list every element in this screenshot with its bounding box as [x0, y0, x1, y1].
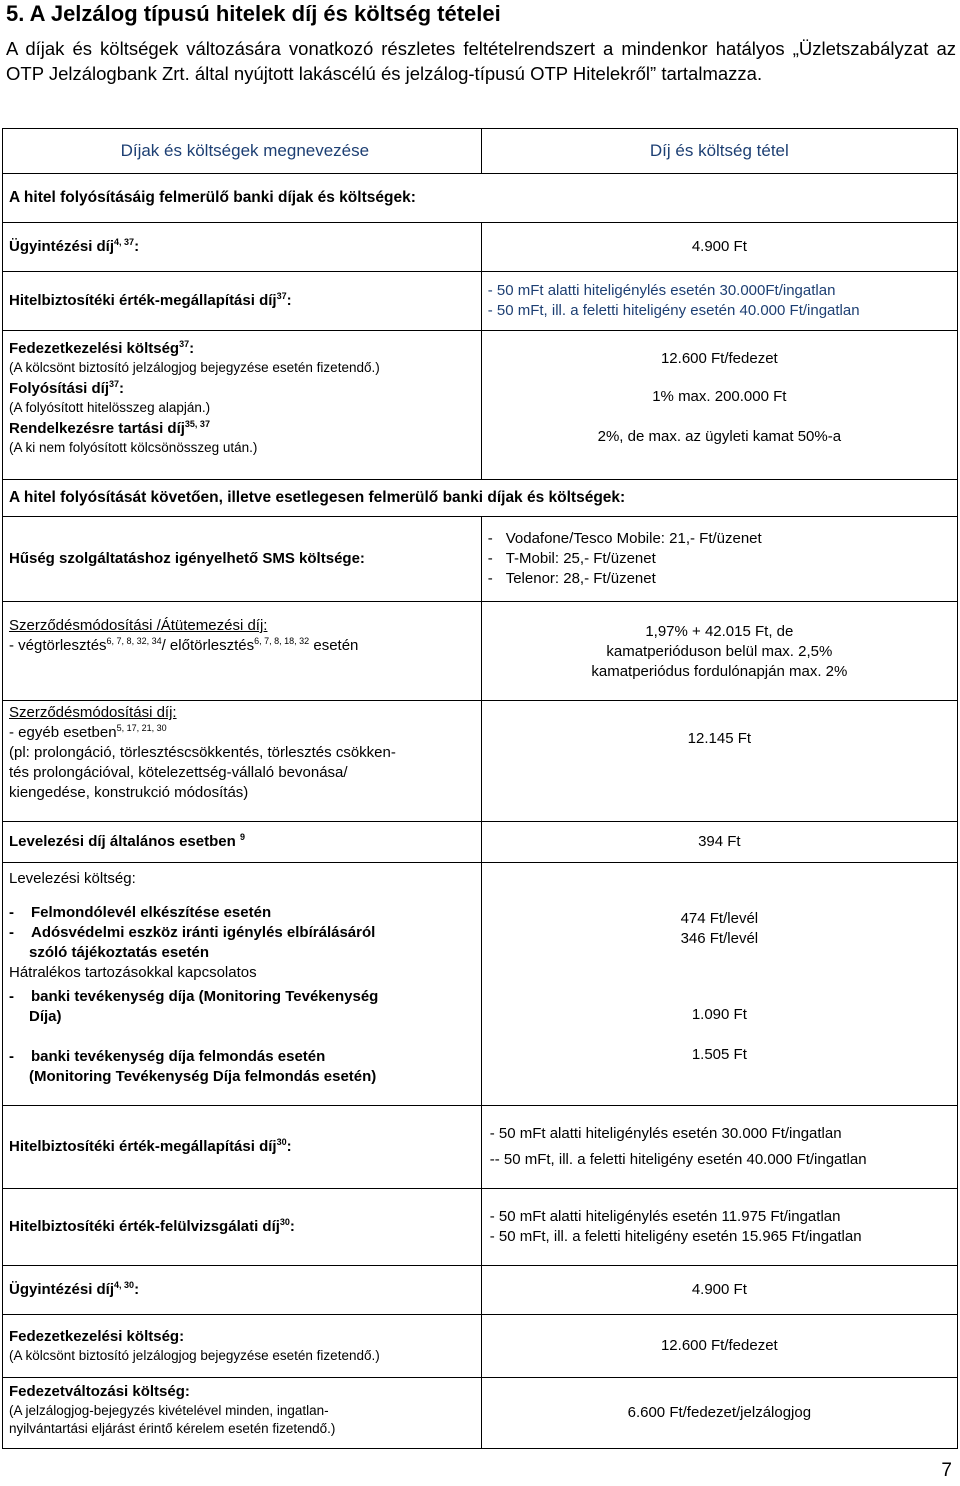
- row-label: Hitelbiztosítéki érték-megállapítási díj$^{37}$:: [3, 272, 482, 331]
- row-value: - 50 mFt alatti hiteligénylés esetén 30.000 Ft/ingatlan -- 50 mFt, ill. a feletti hiteligény esetén 40.000 Ft/ingatlan: [481, 1106, 957, 1189]
- row-label: Hűség szolgáltatáshoz igényelhető SMS költsége:: [3, 517, 482, 602]
- row-value: 4.900 Ft: [481, 1266, 957, 1315]
- row-label: Hitelbiztosítéki érték-felülvizsgálati díj$^{30}$:: [3, 1189, 482, 1266]
- section-title: 5. A Jelzálog típusú hitelek díj és költség tételei: [6, 1, 501, 26]
- table-row: [3, 602, 958, 701]
- row-value: - Vodafone/Tesco Mobile: 21,- Ft/üzenet - T-Mobil: 25,- Ft/üzenet - Telenor: 28,- Ft/üzenet: [481, 517, 957, 602]
- row-value: - 50 mFt alatti hiteligénylés esetén 30.000Ft/ingatlan - 50 mFt, ill. a feletti hiteligény esetén 40.000 Ft/ingatlan: [481, 272, 957, 331]
- section-heading-before-disbursement: A hitel folyósításáig felmerülő banki díjak és költségek:: [3, 174, 958, 223]
- table-row: [3, 1378, 958, 1449]
- row-label: Fedezetkezelési költség$^{37}$: (A kölcsönt biztosító jelzálogjog bejegyzése esetén fizetendő.) Folyósítási díj$^{37}$: (A folyósított hitelösszeg alapján.) Rendelkezésre tartási díj$^{35, 37}$ (A ki nem folyósított kölcsönösszeg után.): [3, 331, 482, 480]
- row-label: Ügyintézési díj$^{4, 30}$:: [3, 1266, 482, 1315]
- row-value: 12.600 Ft/fedezet: [481, 1315, 957, 1378]
- header-name-column: Díjak és költségek megnevezése: [3, 129, 482, 174]
- table-row: [3, 701, 958, 822]
- table-row: [3, 822, 958, 863]
- table-row: [3, 517, 958, 602]
- fee-table: [2, 128, 958, 1449]
- row-value: 1,97% + 42.015 Ft, de kamatperióduson belül max. 2,5% kamatperiódus fordulónapján max. 2%: [481, 602, 957, 701]
- row-label: Levelezési költség: - Felmondólevél elkészítése esetén - Adósvédelmi eszköz iránti igénylés elbírálásáról szóló tájékoztatás esetén Hátralékos tartozásokkal kapcsolatos - banki tevékenység díja (Monitoring Tevékenység Díja) - banki tevékenység díja felmondás esetén (Monitoring Tevékenység Díja felmondás esetén): [3, 863, 482, 1106]
- section-row: [3, 480, 958, 517]
- table-header-row: [3, 129, 958, 174]
- page-number: 7: [941, 1460, 952, 1481]
- section-row: [3, 174, 958, 223]
- table-row: [3, 863, 958, 1106]
- table-row: [3, 272, 958, 331]
- row-label: Hitelbiztosítéki érték-megállapítási díj$^{30}$:: [3, 1106, 482, 1189]
- table-row: [3, 1189, 958, 1266]
- row-value: 394 Ft: [481, 822, 957, 863]
- row-label: Fedezetváltozási költség: (A jelzálogjog-bejegyzés kivételével minden, ingatlan- nyilvántartási eljárást érintő kérelem esetén fizetendő.): [3, 1378, 482, 1449]
- intro-paragraph: A díjak és költségek változására vonatkozó részletes feltételrendszert a mindenkor hatályos „Üzletszabályzat az OTP Jelzálogbank Zrt. által nyújtott lakáscélú és jelzálog-típusú OTP Hitelekről” tartalmazza.: [6, 38, 956, 84]
- header-value-column: Díj és költség tétel: [481, 129, 957, 174]
- row-label: Fedezetkezelési költség: (A kölcsönt biztosító jelzálogjog bejegyzése esetén fizetendő.): [3, 1315, 482, 1378]
- row-value: - 50 mFt alatti hiteligénylés esetén 11.975 Ft/ingatlan - 50 mFt, ill. a feletti hiteligény esetén 15.965 Ft/ingatlan: [481, 1189, 957, 1266]
- table-row: [3, 1315, 958, 1378]
- row-label: Ügyintézési díj$^{4, 37}$:: [3, 223, 482, 272]
- table-row: [3, 1106, 958, 1189]
- row-label: Szerződésmódosítási díj: - egyéb esetben$^{5, 17, 21, 30}$ (pl: prolongáció, törlesztéscsökkentés, törlesztés csökken- tés prolongációval, kötelezettség-vállaló bevonása/ kiengedése, konstrukció módosítás): [3, 701, 482, 822]
- row-value: 4.900 Ft: [481, 223, 957, 272]
- row-value: 6.600 Ft/fedezet/jelzálogjog: [481, 1378, 957, 1449]
- row-label: Levelezési díj általános esetben $^9$: [3, 822, 482, 863]
- section-heading-after-disbursement: A hitel folyósítását követően, illetve esetlegesen felmerülő banki díjak és költségek:: [3, 480, 958, 517]
- row-value: 12.600 Ft/fedezet 1% max. 200.000 Ft 2%, de max. az ügyleti kamat 50%-a: [481, 331, 957, 480]
- row-label: Szerződésmódosítási /Átütemezési díj: - végtörlesztés$^{6, 7, 8, 32, 34}$/ előtörlesztés$^{6, 7, 8, 18, 32}$ esetén: [3, 602, 482, 701]
- row-value: 474 Ft/levél 346 Ft/levél 1.090 Ft 1.505 Ft: [481, 863, 957, 1106]
- table-row: [3, 1266, 958, 1315]
- table-row: [3, 223, 958, 272]
- row-value: 12.145 Ft: [481, 701, 957, 822]
- table-row: [3, 331, 958, 480]
